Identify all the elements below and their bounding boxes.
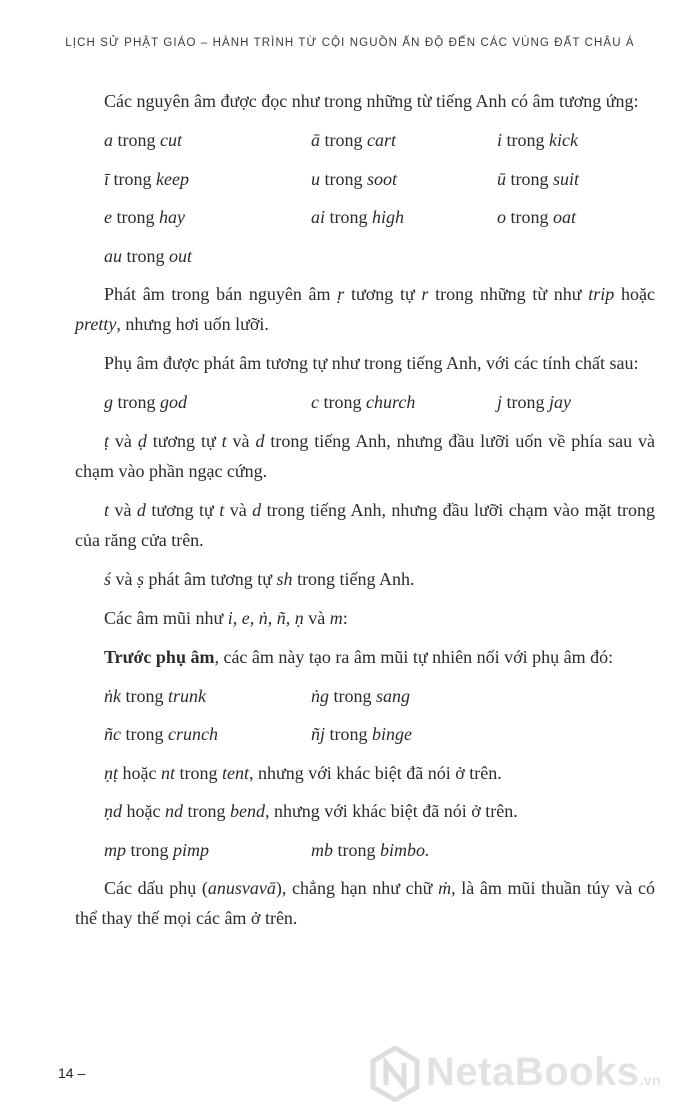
vowel-example: ī trong keep <box>104 168 189 189</box>
vowel-example: ai trong high <box>311 207 405 227</box>
vowel-example: i trong kick <box>497 130 578 150</box>
netabooks-watermark <box>366 1044 686 1104</box>
paragraph-retroflex: ṭ và ḍ tương tự t và d trong tiếng Anh, nhưng đầu lưỡi uốn về phía sau và chạm vào phần ngạc cứng. <box>75 430 655 481</box>
watermark-text: NetaBooks.vn <box>426 1050 662 1094</box>
nasal-example: ṅk trong trunk <box>104 685 206 706</box>
vowel-row <box>75 241 655 280</box>
running-head: LỊCH SỬ PHẬT GIÁO – HÀNH TRÌNH TỪ CỘI NGUỒN ẤN ĐỘ ĐẾN CÁC VÙNG ĐẤT CHÂU Á <box>65 37 635 49</box>
page-number: 14 – <box>58 1065 86 1081</box>
paragraph-sibilants: ś và ṣ phát âm tương tự sh trong tiếng Anh. <box>104 568 415 589</box>
paragraph-anusvara: Các dấu phụ (anusvavā), chẳng hạn như chữ ṁ, là âm mũi thuần túy và có thể thay thế mọi các âm ở trên. <box>75 878 656 928</box>
consonant-example: c trong church <box>311 392 416 412</box>
vowel-example: au trong out <box>104 245 193 266</box>
page-body <box>75 86 655 942</box>
vowel-example: a trong cut <box>104 130 182 150</box>
netabooks-logo-icon <box>370 1046 420 1102</box>
consonant-row <box>75 387 655 426</box>
vowel-row <box>75 125 655 164</box>
vowel-example: ā trong cart <box>311 130 396 150</box>
nasal-row <box>75 681 655 720</box>
paragraph-nasals-intro: Các âm mũi như i, e, ṅ, ñ, ṇ và m: <box>104 607 348 628</box>
paragraph-semivowel: Phát âm trong bán nguyên âm ṛ tương tự r trong những từ như trip hoặc pretty, nhưng hơi uốn lưỡi. <box>75 284 655 334</box>
consonant-example: j trong jay <box>497 392 572 412</box>
nasal-example: ṅg trong sang <box>311 685 411 706</box>
vowel-example: u trong soot <box>311 168 398 189</box>
consonant-example: g trong god <box>104 392 187 412</box>
paragraph-dental: t và d tương tự t và d trong tiếng Anh, nhưng đầu lưỡi chạm vào mặt trong của răng cửa trên. <box>75 499 655 550</box>
paragraph-before-consonants: Trước phụ âm, các âm này tạo ra âm mũi tự nhiên nối với phụ âm đó: <box>104 646 614 667</box>
paragraph-vowels-intro: Các nguyên âm được đọc như trong những từ tiếng Anh có âm tương ứng: <box>104 91 639 111</box>
nasal-example: ñc trong crunch <box>104 724 218 744</box>
nasal-example: ñj trong binge <box>311 724 413 744</box>
nasal-row <box>75 835 655 874</box>
nasal-example: mp trong pimp <box>104 839 209 860</box>
paragraph-consonants-intro: Phụ âm được phát âm tương tự như trong tiếng Anh, với các tính chất sau: <box>104 353 639 373</box>
nasal-line-nd: ṇd hoặc nd trong bend, nhưng với khác biệt đã nói ở trên. <box>104 801 518 821</box>
nasal-example: mb trong bimbo. <box>311 839 430 860</box>
vowel-example: o trong oat <box>497 207 577 227</box>
vowel-row <box>75 202 655 241</box>
vowel-row <box>75 164 655 203</box>
nasal-line-nt: ṇṭ hoặc nt trong tent, nhưng với khác biệt đã nói ở trên. <box>104 762 502 783</box>
nasal-row <box>75 719 655 758</box>
vowel-example: ū trong suit <box>497 168 580 189</box>
vowel-example: e trong hay <box>104 207 185 227</box>
